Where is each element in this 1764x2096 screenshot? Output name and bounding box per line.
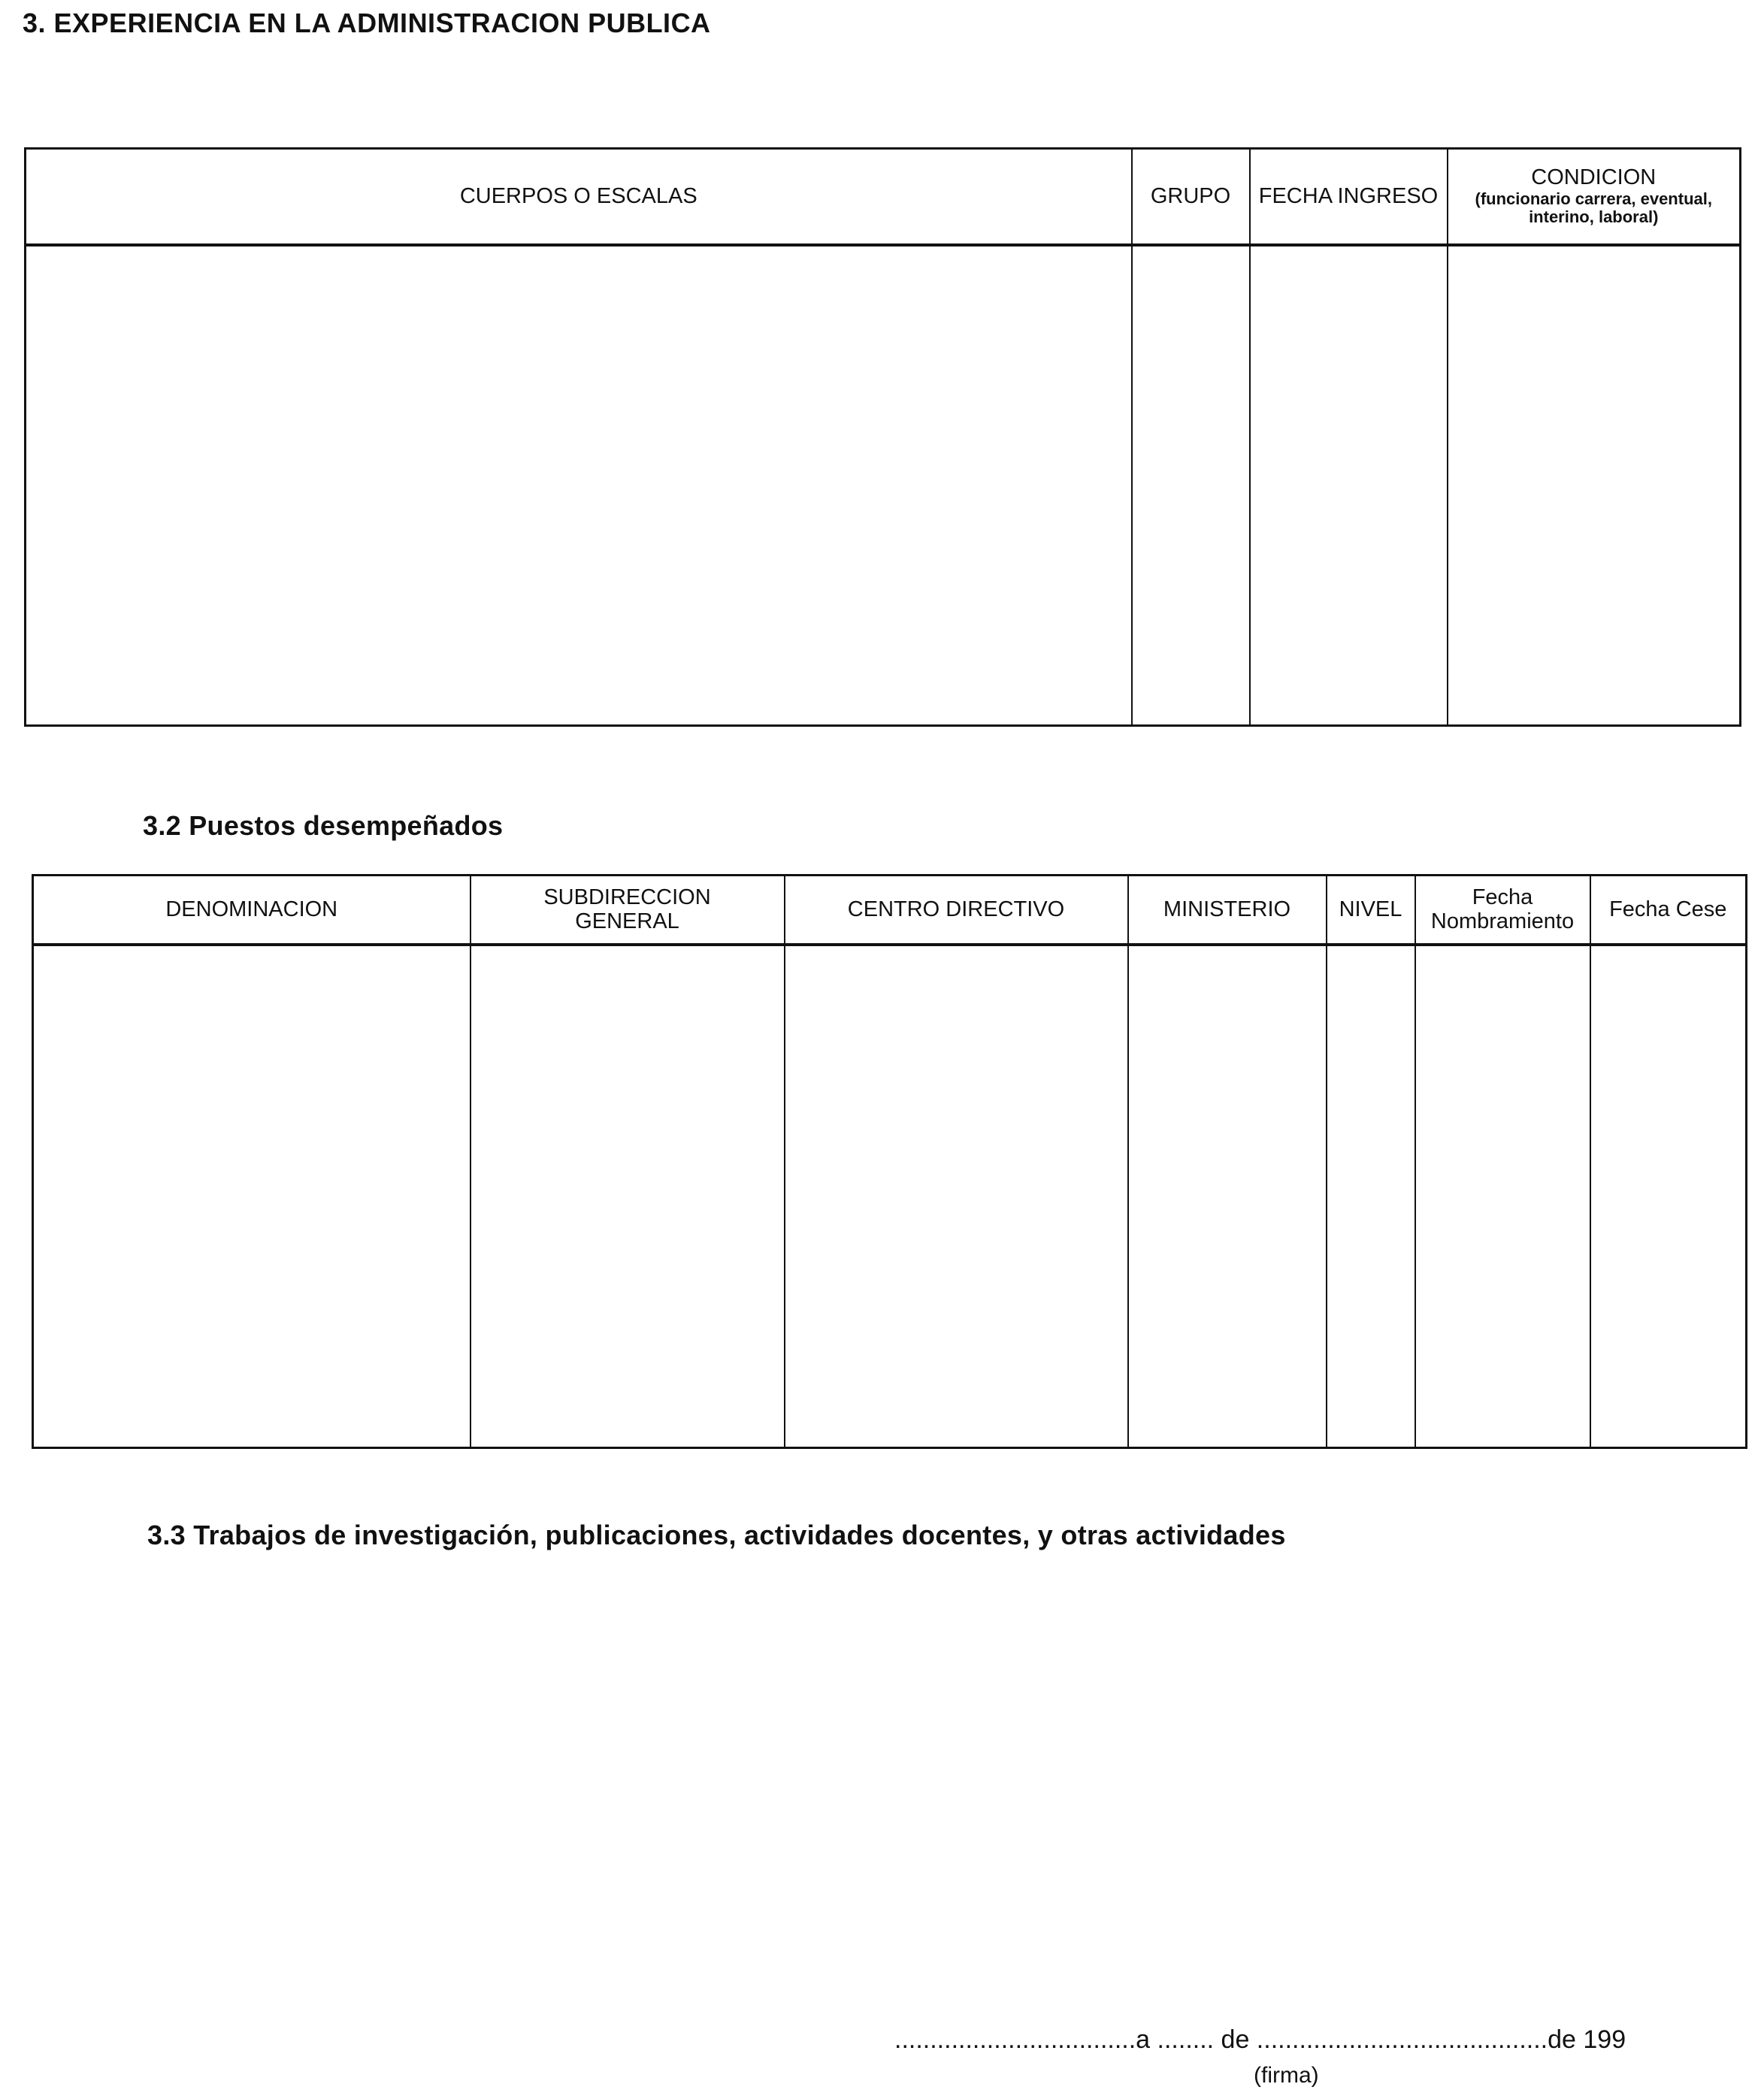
header-fecha-cese: Fecha Cese [1590, 876, 1747, 945]
header-denominacion: DENOMINACION [33, 876, 471, 945]
fecha-cese-cell[interactable] [1590, 945, 1747, 1448]
header-fecha-nombramiento: Fecha Nombramiento [1415, 876, 1590, 945]
fecha-nombramiento-cell[interactable] [1415, 945, 1590, 1448]
ministerio-cell[interactable] [1128, 945, 1327, 1448]
condicion-note: (funcionario carrera, eventual, interino, laboral) [1475, 189, 1712, 227]
section-3-3-title: 3.3 Trabajos de investigación, publicaciones, actividades docentes, y otras actividades [147, 1520, 1286, 1550]
header-fecha-ingreso: FECHA INGRESO [1250, 149, 1448, 245]
header-subdireccion-general: SUBDIRECCION GENERAL [471, 876, 785, 945]
cuerpos-table [24, 147, 1741, 727]
header-grupo: GRUPO [1132, 149, 1250, 245]
condicion-label: CONDICION [1531, 165, 1657, 190]
header-nivel: NIVEL [1327, 876, 1415, 945]
puestos-entry-row [33, 945, 1747, 1448]
fecha-ingreso-cell[interactable] [1250, 245, 1448, 726]
signature-caption: (firma) [1254, 2063, 1319, 2088]
section-title: 3. EXPERIENCIA EN LA ADMINISTRACION PUBLICA [23, 8, 711, 38]
section-3-2-title: 3.2 Puestos desempeñados [143, 810, 504, 841]
puestos-header-row [33, 876, 1747, 945]
place-date-line: ..................................a ........ de .........................................de 199 [894, 2025, 1626, 2054]
grupo-cell[interactable] [1132, 245, 1250, 726]
header-centro-directivo: CENTRO DIRECTIVO [785, 876, 1128, 945]
header-condicion [1448, 149, 1741, 245]
cuerpos-cell[interactable] [26, 245, 1132, 726]
puestos-table [32, 874, 1747, 1449]
condicion-cell[interactable] [1448, 245, 1741, 726]
subdireccion-cell[interactable] [471, 945, 785, 1448]
header-cuerpos-escalas: CUERPOS O ESCALAS [26, 149, 1132, 245]
cuerpos-entry-row [26, 245, 1741, 726]
nivel-cell[interactable] [1327, 945, 1415, 1448]
denominacion-cell[interactable] [33, 945, 471, 1448]
centro-directivo-cell[interactable] [785, 945, 1128, 1448]
cuerpos-header-row [26, 149, 1741, 245]
header-ministerio: MINISTERIO [1128, 876, 1327, 945]
